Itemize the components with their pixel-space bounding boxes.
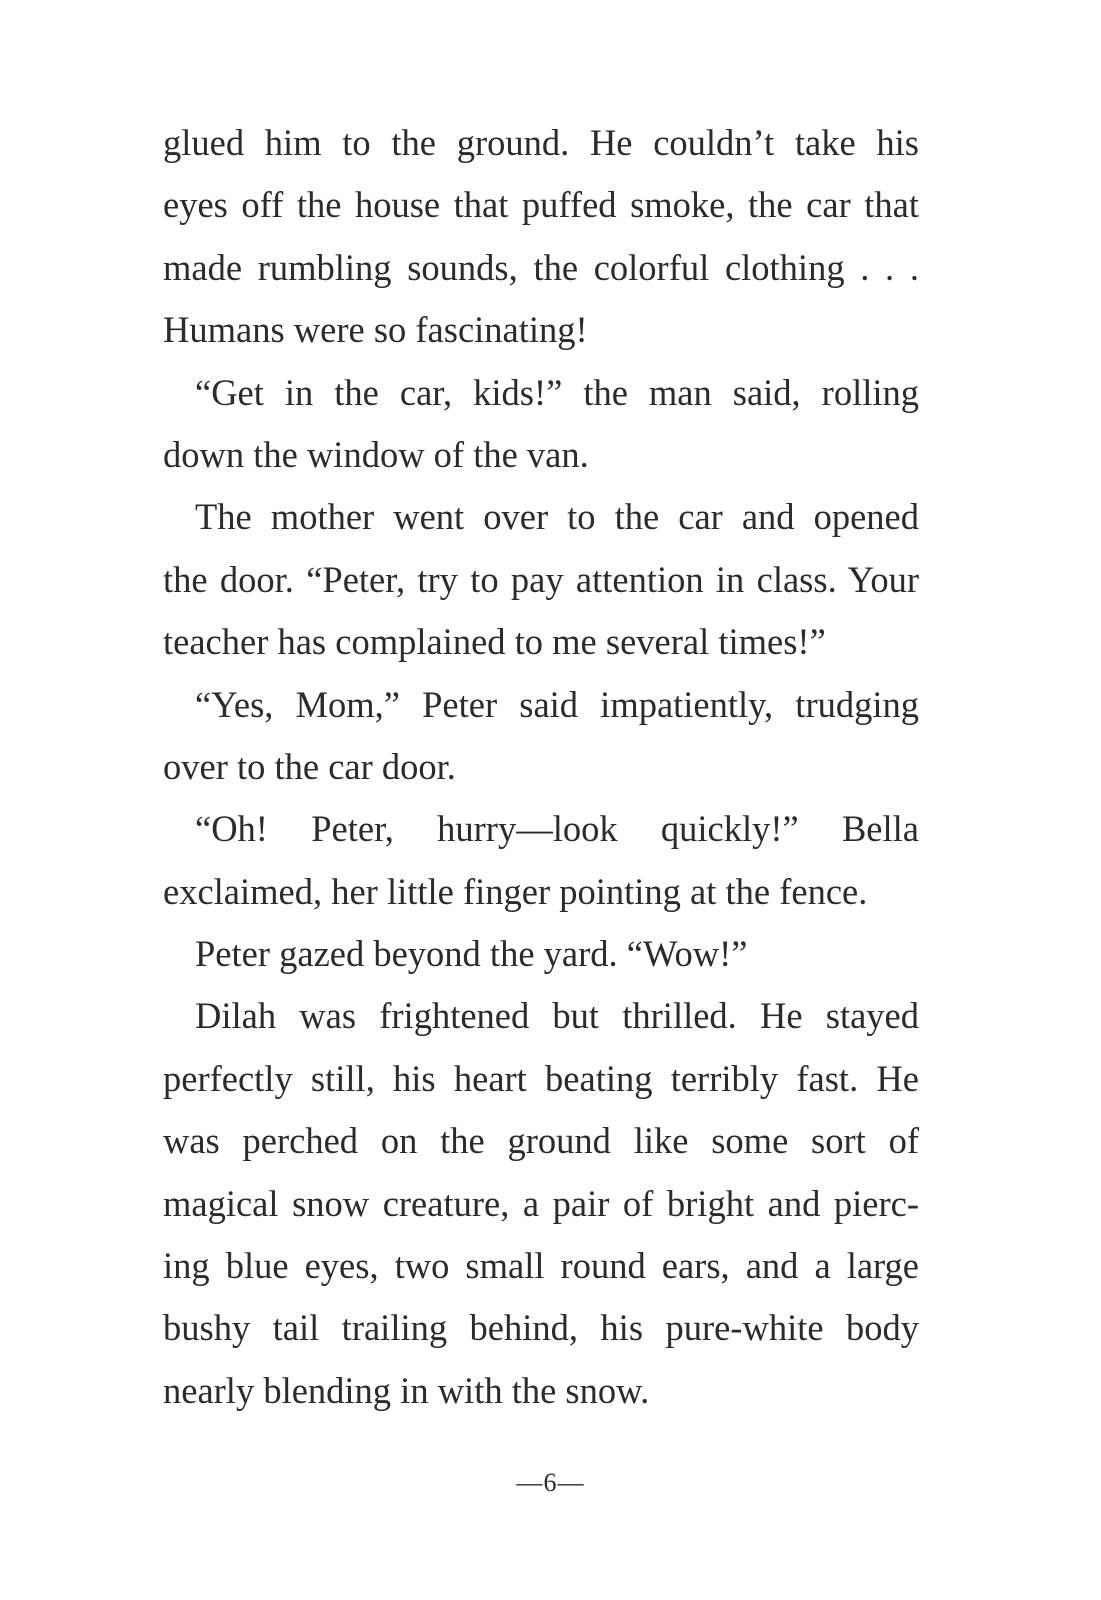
text-line: down the window of the van. [163,433,589,475]
page-number: —6— [516,1468,585,1497]
text-line: Humans were so fascinating! [163,309,588,351]
text-line: Peter gazed beyond the yard. “Wow!” [195,933,748,975]
text-line: The mother went over to the car and opened [195,496,919,538]
text-line: the door. “Peter, try to pay attention in class. Your [163,558,919,600]
text-line: bushy tail trailing behind, his pure-white body [163,1307,919,1349]
text-line: exclaimed, her little finger pointing at the fence. [163,870,868,912]
text-line: perfectly still, his heart beating terribly fast. He [163,1057,919,1099]
text-line: was perched on the ground like some sort of [163,1120,919,1162]
text-line: “Oh! Peter, hurry—look quickly!” Bella [195,808,919,850]
text-line: glued him to the ground. He couldn’t take his [163,122,919,163]
text-line: made rumbling sounds, the colorful clothing . . . [163,246,919,288]
text-line: “Get in the car, kids!” the man said, rolling [195,371,919,413]
text-line: “Yes, Mom,” Peter said impatiently, trudging [195,683,919,725]
text-line: Dilah was frightened but thrilled. He stayed [195,995,919,1037]
text-line: nearly blending in with the snow. [163,1369,650,1411]
body-text [163,112,919,1422]
text-line: ing blue eyes, two small round ears, and a large [163,1245,919,1287]
text-line: over to the car door. [163,745,456,787]
text-line: eyes off the house that puffed smoke, the car that [163,184,919,226]
text-line: magical snow creature, a pair of bright and pierc- [163,1182,919,1224]
text-line: teacher has complained to me several times!” [163,621,826,663]
